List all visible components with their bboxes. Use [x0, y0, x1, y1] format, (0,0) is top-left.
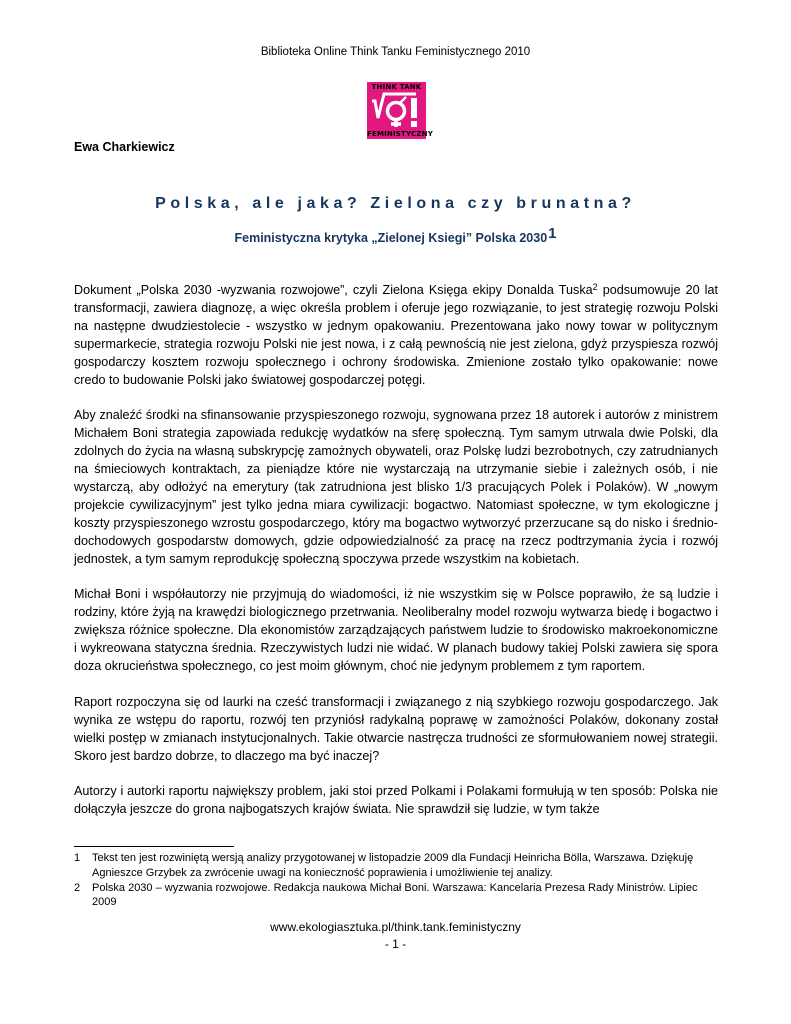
footnote-ref-1: 1	[548, 225, 557, 242]
paragraph-2: Aby znaleźć środki na sfinansowanie przyspieszonego rozwoju, sygnowana przez 18 autorek i autorów z ministrem Michałem Boni strategia zapowiada redukcję wydatków na sferę społeczną. Tym samym utrwala dwie Polski, dla zdolnych do życia na własną subskrypcję zamożnych obywateli, oraz Polskę ludzi bezrobotnych, czy zatrudnianych na śmieciowych kontraktach, za pieniądze które nie wystarczają na utrzymanie siebie i zależnych osób, i nie wystarczą, aby odłożyć na emerytury (tak zatrudniona jest blisko 1/3 pracujących Polek i Polaków). W „nowym projekcie cywilizacyjnym” jest tylko jedna miara cywilizacji: bogactwo. Natomiast społeczne, w tym ekologiczne j koszty przyspieszonego wzrostu gospodarczego, który ma bogactwo wytworzyć przerzucane są do nisko i średnio-dochodowych gospodarstw domowych, gdzie odpowiedzialność za pracę na rzecz podtrzymania życia i rozwój jednostek, a tym samym reprodukcję społeczną spoczywa przede wszystkim na kobietach.	[74, 408, 718, 566]
footnote-item	[74, 881, 724, 911]
paragraph-3: Michał Boni i współautorzy nie przyjmują do wiadomości, iż nie wszystkim się w Polsce poprawiło, że są ludzie i rodziny, które żyją na krawędzi biologicznego przetrwania. Neoliberalny model rozwoju wytwarza biedę i bogactwo i zwiększa różnice społeczne. Dla ekonomistów zarządzających państwem ludzie to środowisko makroekonomiczne i wykreowana statyczna średnia. Rzeczywistych ludzi nie widać. W planach budowy takiej Polski zawiera się spora doza okrucieństwa społecznego, co jest moim głównym, choć nie jedynym problemem z tym raportem.	[74, 587, 718, 673]
paragraph-5: Autorzy i autorki raportu największy problem, jaki stoi przed Polkami i Polakami formułują w ten sposób: Polska nie dołączyła jeszcze do grona najbogatszych krajów świata. Nie sprawdził się ludzie, w tym także	[74, 784, 718, 817]
footnote-text: Polska 2030 – wyzwania rozwojowe. Redakcja naukowa Michał Boni. Warszawa: Kancelaria Prezesa Rady Ministrów. Lipiec 2009	[92, 881, 698, 909]
paragraph-1-text-a: Dokument „Polska 2030 -wyzwania rozwojowe”, czyli Zielona Księga ekipy Donalda Tuska	[74, 283, 593, 297]
page-number: - 1 -	[384, 937, 407, 951]
paragraph-4: Raport rozpoczyna się od laurki na cześć transformacji i związanego z nią szybkiego rozwoju gospodarczego. Jak wynika ze wstępu do raportu, rozwój ten przyniósł radykalną poprawę w zamożności Polaków, dokonany został wielki postęp w zmianach instytucjonalnych. Takie otwarcie nastręcza trudności ze sformułowaniem nowej strategii. Skoro jest bardzo dobrze, to dlaczego ma być inaczej?	[74, 694, 718, 763]
document-subtitle	[0, 225, 791, 245]
author-name: Ewa Charkiewicz	[74, 140, 175, 154]
document-body	[74, 282, 718, 819]
footnote-item	[74, 851, 724, 881]
footnote-divider	[74, 846, 234, 847]
document-title: Polska, ale jaka? Zielona czy brunatna?	[155, 195, 636, 212]
footer-url-link[interactable]: www.ekologiasztuka.pl/think.tank.feministyczny	[270, 920, 521, 934]
paragraph-1-text-b: podsumowuje 20 lat transformacji, zawiera diagnozę, a więc określa problem i oferuje jego rozwiązanie, to jest strategię rozwoju Polski na następne dwudziestolecie - wszystko w jednym opakowaniu. Prezentowana jako nowy towar w politycznym supermarkecie, strategia rozwoju Polski nie jest nowa, i z całą pewnością nie jest zielona, gdyż przyspiesza rozwój gospodarczy kosztem rozwoju społecznego i ochrony środowiska. Zmienione zostało tylko opakowanie: nowe credo to budowanie Polski jako światowej gospodarczej potęgi.	[74, 283, 718, 387]
logo-bottom-text: FEMINISTYCZNY	[367, 130, 433, 138]
page-header: Biblioteka Online Think Tanku Feministycznego 2010	[260, 46, 531, 58]
logo-top-text: THINK TANK	[371, 83, 422, 91]
venus-mars-symbol-icon	[370, 92, 423, 128]
think-tank-logo	[367, 82, 433, 139]
subtitle-text: Feministyczna krytyka „Zielonej Ksiegi” Polska 2030	[234, 231, 548, 245]
footnote-number: 2	[74, 881, 81, 894]
footnote-text: Tekst ten jest rozwiniętą wersją analizy przygotowanej w listopadzie 2009 dla Fundacji Heinricha Bölla, Warszawa. Dziękuję Agnieszce Grzybek za zwrócenie uwagi na konieczność poprawienia i umożliwienie tej analizy.	[92, 852, 694, 879]
paragraph-1	[74, 282, 718, 389]
footnote-ref-2: 2	[592, 282, 598, 292]
footnotes	[74, 851, 724, 910]
footnote-number: 1	[74, 852, 81, 864]
